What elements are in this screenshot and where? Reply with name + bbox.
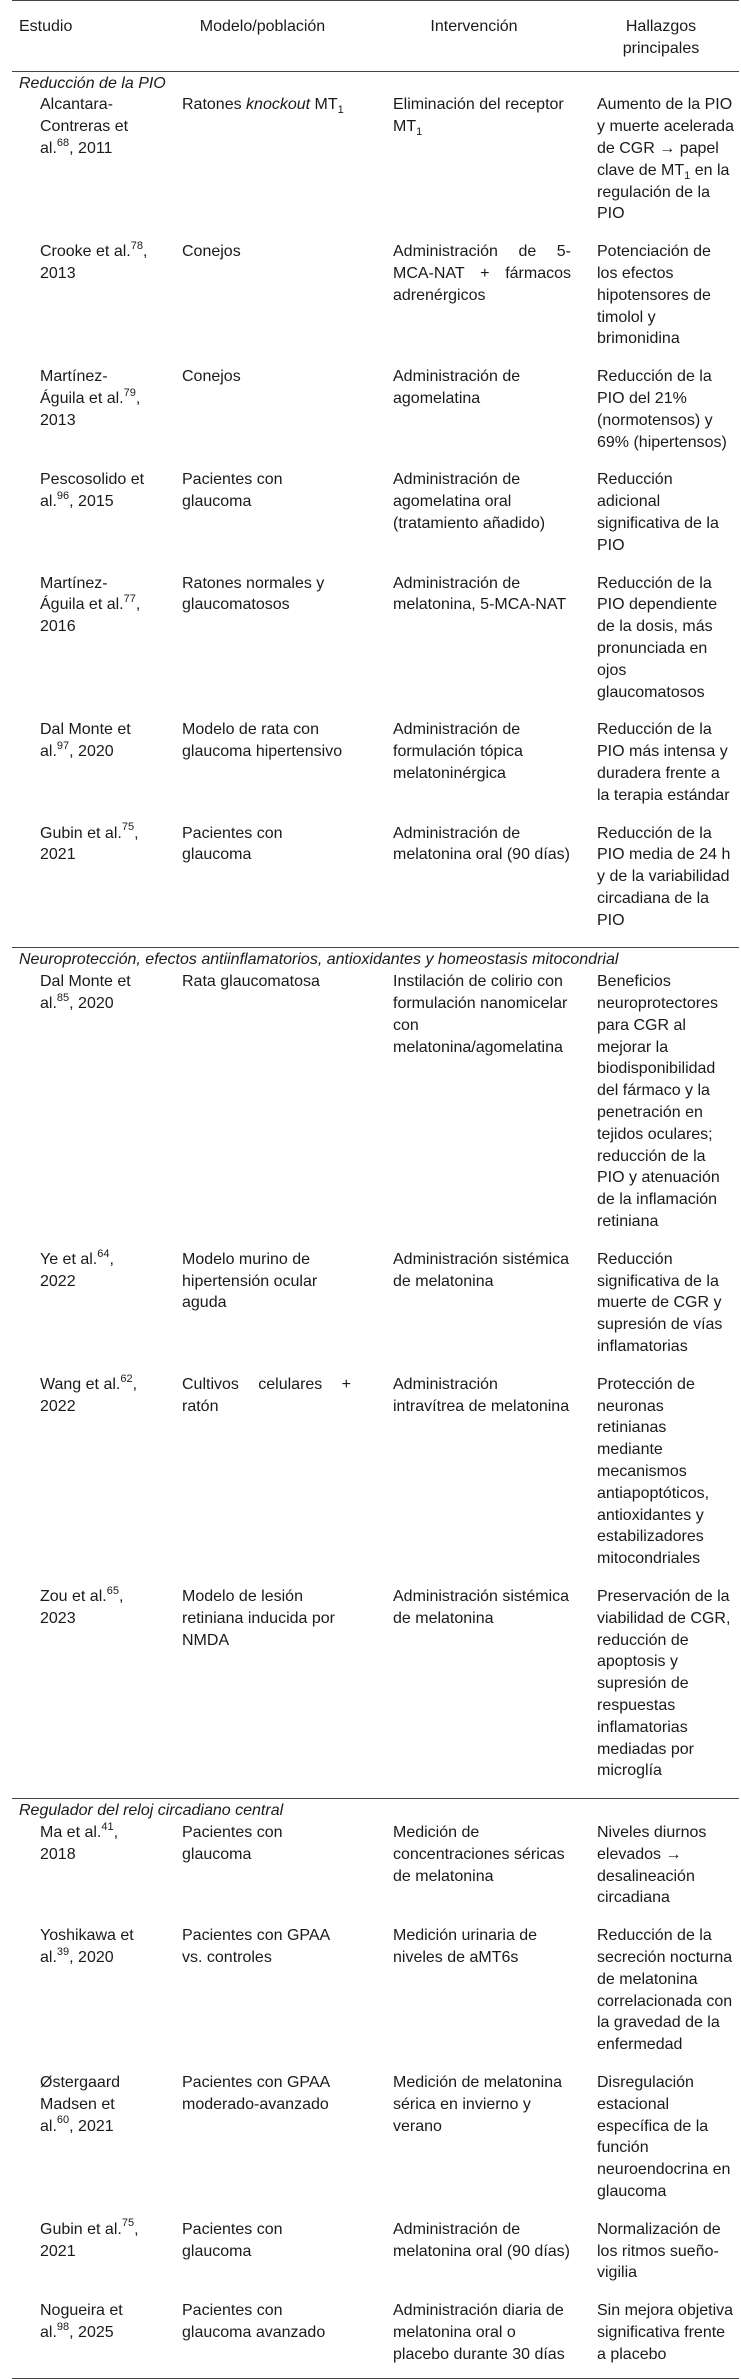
table-row — [12, 1374, 739, 1586]
table-row — [12, 573, 739, 720]
cell-modelo: Ratones knockout $MT_1$ — [182, 96, 344, 117]
cell-hallazgos: Reducción de la PIO media de 24 h y de la variabilidad circadiana de la PIO — [597, 824, 731, 929]
cell-estudio: Dal Monte et al.$^{97}$, 2020 — [40, 721, 131, 761]
section-title: Neuroprotección, efectos antiinflamatorios, antioxidantes y homeostasis mitocondrial — [12, 948, 739, 971]
section-row — [12, 1799, 739, 1822]
cell-hallazgos: Beneficios neuroprotectores para CGR al mejorar la biodisponibilidad del fármaco y la penetración en tejidos oculares; reducción de la PIO y atenuación de la inflamación retiniana — [597, 973, 720, 1231]
cell-intervencion: Administración sistémica de melatonina — [393, 1588, 570, 1627]
cell-modelo: Cultivos celulares + ratón — [182, 1375, 351, 1415]
cell-intervencion: Medición de melatonina sérica en invierno y verano — [393, 2073, 562, 2135]
cell-modelo: Pacientes con glaucoma — [182, 1823, 283, 1863]
cell-modelo: Modelo de rata con glaucoma hipertensivo — [182, 721, 343, 761]
table-row — [12, 366, 739, 469]
table-row — [12, 2300, 739, 2378]
cell-intervencion: Administración intravítrea de melatonina — [393, 1375, 570, 1415]
cell-intervencion: Administración de melatonina oral (90 días) — [393, 2220, 570, 2260]
section-title: Reducción de la PIO — [12, 71, 739, 94]
cell-estudio: Ye et al.$^{64}$, 2022 — [40, 1247, 114, 1290]
cell-modelo: Pacientes con GPAA moderado-avanzado — [182, 2073, 330, 2113]
cell-estudio: Gubin et al.$^{75}$, 2021 — [40, 2217, 139, 2260]
table-row — [12, 241, 739, 366]
table-row — [12, 2072, 739, 2219]
cell-intervencion: Eliminación del receptor $MT_1$ — [393, 96, 564, 139]
cell-modelo: Modelo de lesión retiniana inducida por NMDA — [182, 1588, 335, 1649]
cell-intervencion: Administración de agomelatina oral (tratamiento añadido) — [393, 471, 546, 532]
cell-hallazgos: Preservación de la viabilidad de CGR, reducción de apoptosis y supresión de respuestas inflamatorias mediadas por microglía — [597, 1588, 731, 1780]
cell-hallazgos: Aumento de la PIO y muerte acelerada de CGR → papel clave de $MT_1$ en la regulación de la PIO — [597, 96, 734, 223]
cell-intervencion: Medición de concentraciones séricas de melatonina — [393, 1823, 565, 1885]
cell-intervencion: Administración de agomelatina — [393, 368, 521, 407]
cell-intervencion: Administración diaria de melatonina oral o placebo durante 30 días — [365, 2300, 583, 2378]
cell-modelo: Modelo murino de hipertensión ocular aguda — [182, 1250, 318, 1312]
cell-modelo: Pacientes con glaucoma — [182, 824, 283, 864]
cell-intervencion: Administración de formulación tópica melatoninérgica — [393, 721, 523, 782]
table-row — [12, 469, 739, 572]
cell-estudio: Martínez-Águila et al.$^{79}$, 2013 — [40, 368, 141, 429]
cell-modelo: Ratones normales y glaucomatosos — [182, 574, 325, 614]
cell-hallazgos: Reducción de la PIO dependiente de la dosis, más pronunciada en ojos glaucomatosos — [597, 574, 718, 701]
cell-modelo: Conejos — [182, 368, 241, 386]
cell-hallazgos: Disregulación estacional específica de la función neuroendocrina en glaucoma — [597, 2073, 731, 2200]
cell-estudio: Zou et al.$^{65}$, 2023 — [40, 1584, 124, 1627]
cell-hallazgos: Potenciación de los efectos hipotensores de timolol y brimonidina — [597, 243, 711, 348]
table-row — [12, 1822, 739, 1925]
header-hallazgos: Hallazgos principales — [583, 1, 739, 72]
table-row — [12, 2219, 739, 2300]
cell-modelo: Pacientes con glaucoma avanzado — [160, 2300, 365, 2378]
cell-modelo: Rata glaucomatosa — [182, 973, 320, 991]
section-row — [12, 948, 739, 971]
studies-table — [12, 0, 739, 2379]
section-title: Regulador del reloj circadiano central — [12, 1799, 739, 1822]
cell-hallazgos: Normalización de los ritmos sueño-vigilia — [597, 2220, 721, 2282]
cell-hallazgos: Reducción adicional significativa de la PIO — [597, 471, 719, 554]
cell-intervencion: Instilación de colirio con formulación nanomicelar con melatonina/agomelatina — [393, 973, 568, 1056]
header-intervencion: Intervención — [365, 1, 583, 72]
cell-hallazgos: Niveles diurnos elevados → desalineación circadiana — [597, 1823, 707, 1907]
cell-hallazgos: Reducción de la secreción nocturna de melatonina correlacionada con la gravedad de la enfermedad — [597, 1927, 733, 2054]
cell-estudio: Pescosolido et al.$^{96}$, 2015 — [40, 471, 145, 511]
cell-estudio: Nogueira et al.$^{98}$, 2025 — [12, 2300, 160, 2378]
cell-estudio: Østergaard Madsen et al.$^{60}$, 2021 — [40, 2073, 121, 2135]
cell-hallazgos: Reducción significativa de la muerte de CGR y supresión de vías inflamatorias — [597, 1250, 723, 1356]
header-estudio: Estudio — [12, 1, 160, 72]
cell-estudio: Wang et al.$^{62}$, 2022 — [40, 1372, 138, 1415]
cell-estudio: Gubin et al.$^{75}$, 2021 — [40, 821, 139, 864]
cell-estudio: Martínez-Águila et al.$^{77}$, 2016 — [40, 574, 141, 636]
cell-modelo: Pacientes con glaucoma — [182, 2220, 283, 2260]
cell-estudio: Ma et al.$^{41}$, 2018 — [40, 1820, 119, 1863]
cell-hallazgos: Reducción de la PIO más intensa y duradera frente a la terapia estándar — [597, 721, 730, 804]
cell-estudio: Crooke et al.$^{78}$, 2013 — [40, 239, 148, 282]
cell-estudio: Yoshikawa et al.$^{39}$, 2020 — [40, 1927, 134, 1966]
cell-intervencion: Administración de melatonina oral (90 días) — [393, 824, 570, 864]
cell-hallazgos: Protección de neuronas retinianas mediante mecanismos antiapoptóticos, antioxidantes y estabilizadores mitocondriales — [597, 1375, 710, 1568]
table-row — [12, 1249, 739, 1374]
cell-intervencion: Administración sistémica de melatonina — [393, 1250, 570, 1290]
header-row — [12, 1, 739, 72]
table-row — [12, 823, 739, 948]
table-row — [12, 1925, 739, 2072]
cell-hallazgos: Reducción de la PIO del 21% (normotensos) y 69% (hipertensos) — [597, 368, 727, 451]
cell-estudio: Dal Monte et al.$^{85}$, 2020 — [40, 973, 131, 1013]
cell-modelo: Pacientes con GPAA vs. controles — [182, 1927, 330, 1966]
cell-intervencion: Administración de 5-MCA-NAT + fármacos adrenérgicos — [393, 243, 571, 304]
cell-modelo: Conejos — [182, 243, 241, 261]
table-row — [12, 971, 739, 1249]
table-row — [12, 94, 739, 241]
header-modelo: Modelo/población — [160, 1, 365, 72]
section-row — [12, 71, 739, 94]
cell-hallazgos: Sin mejora objetiva significativa frente a placebo — [583, 2300, 739, 2378]
table-row — [12, 1586, 739, 1799]
table-row — [12, 719, 739, 822]
cell-intervencion: Medición urinaria de niveles de aMT6s — [393, 1927, 538, 1966]
cell-estudio: Alcantara-Contreras et al.$^{68}$, 2011 — [40, 96, 129, 157]
cell-intervencion: Administración de melatonina, 5-MCA-NAT — [393, 574, 567, 614]
cell-modelo: Pacientes con glaucoma — [182, 471, 283, 511]
